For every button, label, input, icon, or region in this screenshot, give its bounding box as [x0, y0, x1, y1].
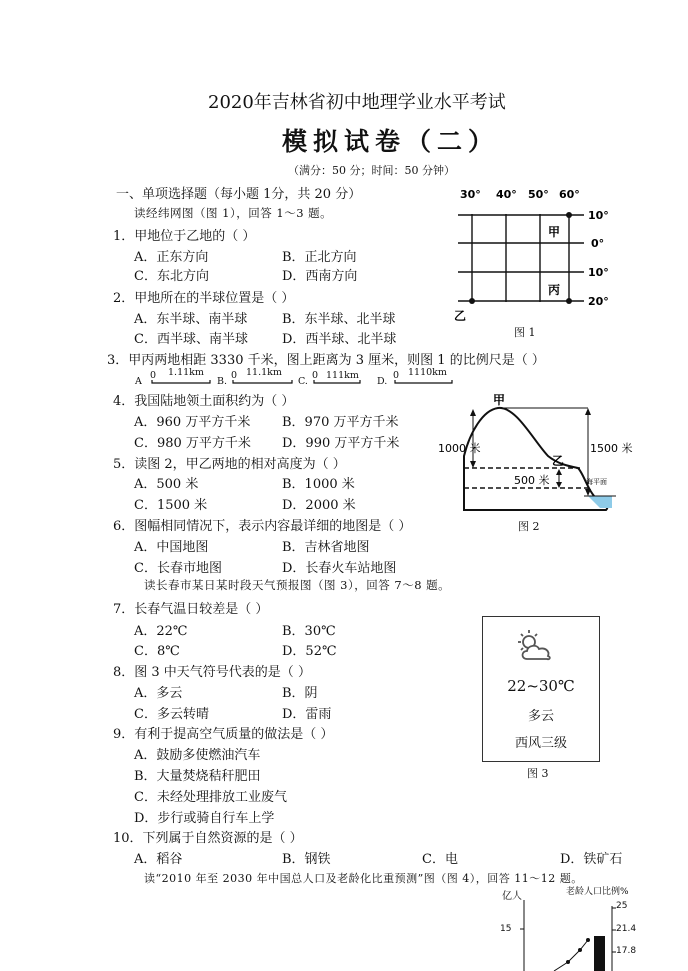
lat-label-0: 0°: [591, 237, 605, 250]
q1-option-c: C．东北方向: [134, 269, 209, 284]
q8-option-d: D．雷雨: [282, 707, 332, 722]
fig2-label-1500m: 1500 米: [590, 442, 633, 455]
aging-bar: [594, 936, 605, 971]
fig4-right-tick-17-8: 17.8: [616, 946, 637, 956]
point-yi-marker: [469, 298, 475, 304]
q9-option-a: A．鼓励多使燃油汽车: [134, 748, 261, 763]
point-jia-marker: [566, 212, 572, 218]
q4-option-a: A．960 万平方千米: [134, 415, 251, 430]
scale-bar-b: [233, 380, 292, 383]
weather-wind: 西风三级: [514, 736, 567, 751]
q3-option-d-letter: D.: [377, 376, 388, 387]
figure-1-caption: 图 1: [514, 326, 536, 339]
q3-option-a-value: 1.11km: [168, 367, 204, 378]
question-1: 1．甲地位于乙地的（ ）: [113, 229, 256, 244]
fig2-label-yi: 乙: [552, 454, 565, 468]
question-10: 10．下列属于自然资源的是（ ）: [113, 831, 303, 846]
q1-option-b: B．正北方向: [282, 250, 357, 265]
q3-option-a-zero: 0: [150, 370, 157, 381]
q8-option-a: A．多云: [134, 686, 183, 701]
partly-cloudy-icon: [515, 629, 555, 663]
question-3: 3．甲丙两地相距 3330 千米，图上距离为 3 厘米，则图 1 的比例尺是（ ）: [107, 353, 545, 368]
fig2-label-jia: 甲: [493, 393, 506, 407]
q6-option-a: A．中国地图: [134, 540, 209, 555]
q3-option-c-letter: C.: [298, 376, 308, 387]
q3-option-d-value: 1110km: [408, 367, 447, 378]
instruction-q11-12: 读“2010 年至 2030 年中国总人口及老龄化比重预测”图（图 4），回答 11～12 题。: [144, 872, 583, 885]
figure-3-caption: 图 3: [527, 767, 549, 780]
point-bing-label: 丙: [548, 283, 561, 297]
instruction-q1-3: 读经纬网图（图 1），回答 1～3 题。: [134, 206, 333, 220]
q7-option-b: B．30℃: [282, 624, 336, 639]
lat-label-20s: 20°: [588, 295, 609, 308]
fig2-label-500m: 500 米: [514, 474, 550, 487]
q4-option-b: B．970 万平方千米: [282, 415, 399, 430]
q8-option-c: C．多云转晴: [134, 707, 209, 722]
q7-option-d: D．52℃: [282, 644, 337, 659]
q10-option-d: D．铁矿石: [560, 852, 623, 867]
q7-option-c: C．8℃: [134, 644, 180, 659]
q9-option-c: C．未经处理排放工业废气: [134, 790, 287, 805]
figure-3-weather-card: [482, 616, 600, 762]
lon-label-30: 30°: [460, 188, 481, 201]
q5-option-d: D．2000 米: [282, 498, 356, 513]
q7-option-a: A．22℃: [134, 624, 188, 639]
fig4-right-unit: 老龄人口比例%: [566, 887, 629, 897]
question-7: 7．长春气温日较差是（ ）: [113, 602, 269, 617]
lon-label-50: 50°: [528, 188, 549, 201]
point-yi-label: 乙: [454, 309, 467, 323]
q3-option-b-letter: B.: [217, 376, 228, 387]
q8-option-b: B．阴: [282, 686, 318, 701]
q3-option-c-zero: 0: [312, 370, 319, 381]
q9-option-d: D．步行或骑自行车上学: [134, 811, 275, 826]
scale-bar-a: [152, 380, 210, 383]
q10-option-a: A．稻谷: [134, 852, 183, 867]
q6-option-b: B．吉林省地图: [282, 540, 370, 555]
q2-option-d: D．西半球、北半球: [282, 332, 397, 347]
lon-label-40: 40°: [496, 188, 517, 201]
q5-option-c: C．1500 米: [134, 498, 208, 513]
q3-option-a-letter: A: [135, 376, 142, 387]
fig4-right-tick-21-4: 21.4: [616, 924, 637, 934]
fig2-label-sea-level: 海平面: [586, 478, 607, 486]
lat-label-10n: 10°: [588, 209, 609, 222]
figure-1-grid: [446, 184, 626, 344]
figure-2-profile: [438, 392, 648, 522]
question-8: 8．图 3 中天气符号代表的是（ ）: [113, 665, 311, 680]
question-4: 4．我国陆地领土面积约为（ ）: [113, 394, 295, 409]
q10-option-b: B．钢铁: [282, 852, 331, 867]
population-line: [554, 940, 588, 971]
q4-option-d: D．990 万平方千米: [282, 436, 400, 451]
q3-option-c-value: 111km: [326, 370, 359, 381]
q5-option-b: B．1000 米: [282, 477, 355, 492]
q1-option-a: A．正东方向: [134, 250, 209, 265]
q6-option-c: C．长春市地图: [134, 561, 222, 576]
instruction-q7-8: 读长春市某日某时段天气预报图（图 3），回答 7～8 题。: [144, 578, 451, 592]
section-heading: 一、单项选择题（每小题 1分，共 20 分）: [116, 187, 362, 202]
question-2: 2．甲地所在的半球位置是（ ）: [113, 291, 295, 306]
weather-condition: 多云: [527, 709, 554, 724]
fig2-label-1000m: 1000 米: [438, 442, 481, 455]
q2-option-a: A．东半球、南半球: [134, 312, 248, 327]
exam-subtitle: 模拟试卷（二）: [282, 127, 500, 156]
q3-option-b-zero: 0: [231, 370, 238, 381]
q9-option-b: B．大量焚烧秸秆肥田: [134, 769, 261, 784]
sea-water: [588, 496, 612, 508]
q2-option-c: C．西半球、南半球: [134, 332, 248, 347]
q6-option-d: D．长春火车站地图: [282, 561, 397, 576]
q1-option-d: D．西南方向: [282, 269, 358, 284]
weather-temperature: 22~30℃: [507, 677, 575, 695]
exam-title: 2020年吉林省初中地理学业水平考试: [208, 92, 506, 113]
fig4-right-tick-25: 25: [616, 901, 628, 911]
q5-option-a: A．500 米: [134, 477, 199, 492]
exam-info: （满分：50 分；时间：50 分钟）: [288, 164, 455, 177]
q10-option-c: C．电: [422, 852, 458, 867]
q3-option-d-zero: 0: [393, 370, 400, 381]
q4-option-c: C．980 万平方千米: [134, 436, 251, 451]
lon-label-60: 60°: [559, 188, 580, 201]
figure-2-caption: 图 2: [518, 520, 540, 533]
fig4-left-tick-15: 15: [500, 924, 512, 934]
question-6: 6．图幅相同情况下，表示内容最详细的地图是（ ）: [113, 519, 412, 534]
point-bing-marker: [566, 298, 572, 304]
q2-option-b: B．东半球、北半球: [282, 312, 396, 327]
point-jia-label: 甲: [548, 225, 561, 239]
figure-4-chart-partial: [510, 898, 620, 971]
scale-bar-d: [395, 380, 452, 383]
lat-label-10s: 10°: [588, 266, 609, 279]
q3-option-b-value: 11.1km: [246, 367, 282, 378]
question-5: 5．读图 2，甲乙两地的相对高度为（ ）: [113, 457, 346, 472]
fig4-left-unit: 亿人: [502, 891, 522, 902]
question-9: 9．有利于提高空气质量的做法是（ ）: [113, 727, 334, 742]
